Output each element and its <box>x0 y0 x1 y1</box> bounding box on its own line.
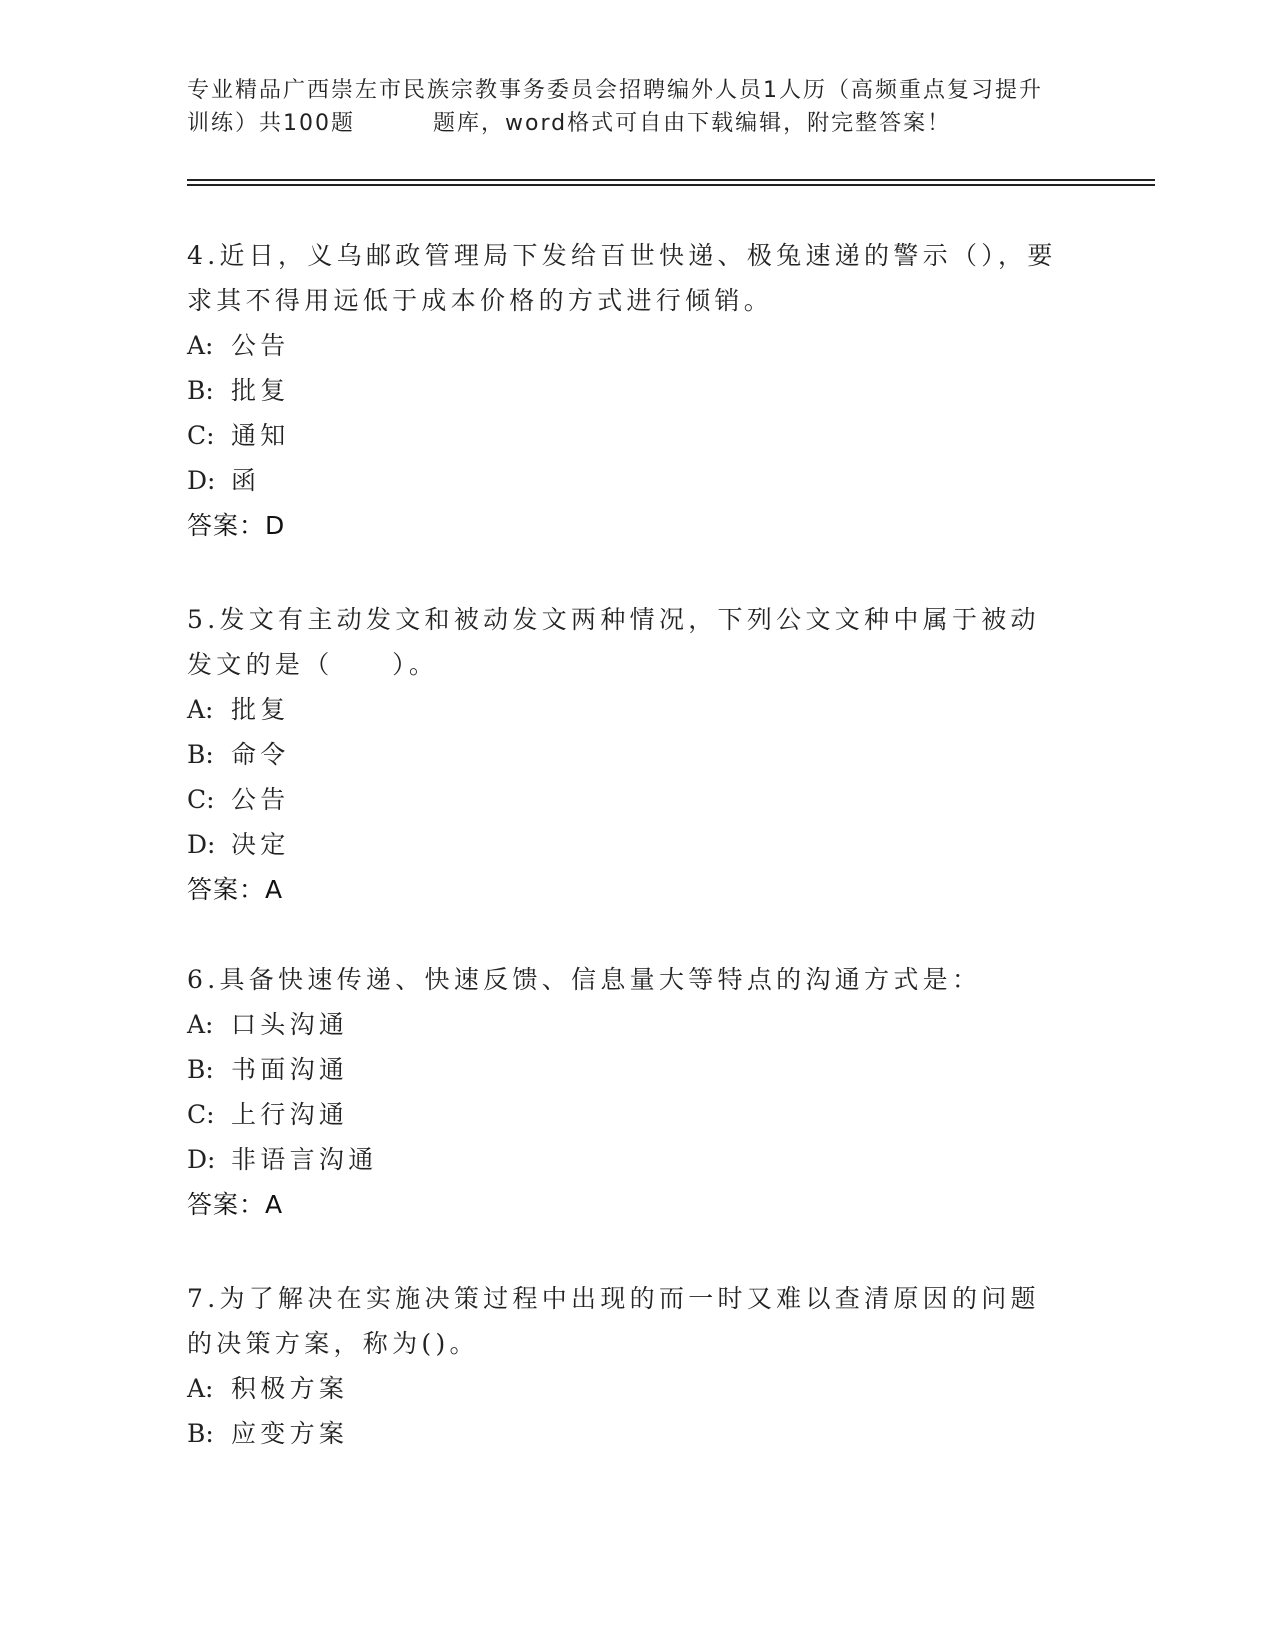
question-stem: 4.近日，义乌邮政管理局下发给百世快递、极兔速递的警示（），要求其不得用远低于成本价格的方式进行倾销。 <box>187 241 1057 315</box>
option-c <box>187 1092 1067 1137</box>
document-header <box>187 74 1087 140</box>
question-stem: 6.具备快速传递、快速反馈、信息量大等特点的沟通方式是： <box>187 965 982 994</box>
option-text: 书面沟通 <box>231 1055 349 1084</box>
option-text: 批复 <box>231 376 290 405</box>
header-divider-top <box>187 179 1155 181</box>
option-c <box>187 777 1067 822</box>
question-5 <box>187 597 1067 912</box>
option-b <box>187 732 1067 777</box>
option-c <box>187 413 1067 458</box>
answer-line: 答案：A <box>187 1190 284 1219</box>
option-a <box>187 1002 1067 1047</box>
option-text: 上行沟通 <box>231 1100 349 1129</box>
option-a <box>187 323 1067 368</box>
question-stem: 5.发文有主动发文和被动发文两种情况，下列公文文种中属于被动发文的是（ ）。 <box>187 605 1040 679</box>
option-letter: B: <box>187 1055 214 1084</box>
option-a <box>187 1366 1067 1411</box>
option-b <box>187 1411 1067 1456</box>
question-6 <box>187 957 1067 1227</box>
option-d <box>187 1137 1067 1182</box>
option-text: 函 <box>231 466 261 495</box>
header-title-line-1: 专业精品广西崇左市民族宗教事务委员会招聘编外人员1人历（高频重点复习提升 <box>187 78 1043 103</box>
option-letter: D: <box>187 1145 216 1174</box>
option-d <box>187 822 1067 867</box>
answer-line: 答案：D <box>187 511 286 540</box>
option-letter: C: <box>187 785 215 814</box>
answer-line: 答案：A <box>187 875 284 904</box>
option-letter: D: <box>187 466 216 495</box>
option-a <box>187 687 1067 732</box>
option-letter: A: <box>187 695 214 724</box>
option-letter: A: <box>187 1374 214 1403</box>
option-letter: A: <box>187 1010 214 1039</box>
header-divider-bottom <box>187 184 1155 186</box>
option-letter: B: <box>187 376 214 405</box>
option-text: 批复 <box>231 695 290 724</box>
option-letter: C: <box>187 421 215 450</box>
option-text: 应变方案 <box>231 1419 349 1448</box>
option-text: 通知 <box>231 421 290 450</box>
question-4 <box>187 233 1067 548</box>
header-title-part-2: 题库，word格式可自由下载编辑，附完整答案！ <box>433 111 952 136</box>
option-letter: D: <box>187 830 216 859</box>
option-letter: B: <box>187 1419 214 1448</box>
option-d <box>187 458 1067 503</box>
option-text: 决定 <box>231 830 290 859</box>
option-text: 积极方案 <box>231 1374 349 1403</box>
option-b <box>187 368 1067 413</box>
option-letter: B: <box>187 740 214 769</box>
option-text: 非语言沟通 <box>231 1145 378 1174</box>
option-text: 命令 <box>231 740 290 769</box>
option-text: 公告 <box>231 785 290 814</box>
option-letter: C: <box>187 1100 215 1129</box>
option-b <box>187 1047 1067 1092</box>
question-7 <box>187 1276 1067 1456</box>
option-text: 公告 <box>231 331 290 360</box>
question-stem: 7.为了解决在实施决策过程中出现的而一时又难以查清原因的问题的决策方案，称为()。 <box>187 1284 1040 1358</box>
header-title-line-2 <box>187 107 1087 140</box>
option-text: 口头沟通 <box>231 1010 349 1039</box>
option-letter: A: <box>187 331 214 360</box>
header-title-part-1: 训练）共100题 <box>187 111 355 136</box>
